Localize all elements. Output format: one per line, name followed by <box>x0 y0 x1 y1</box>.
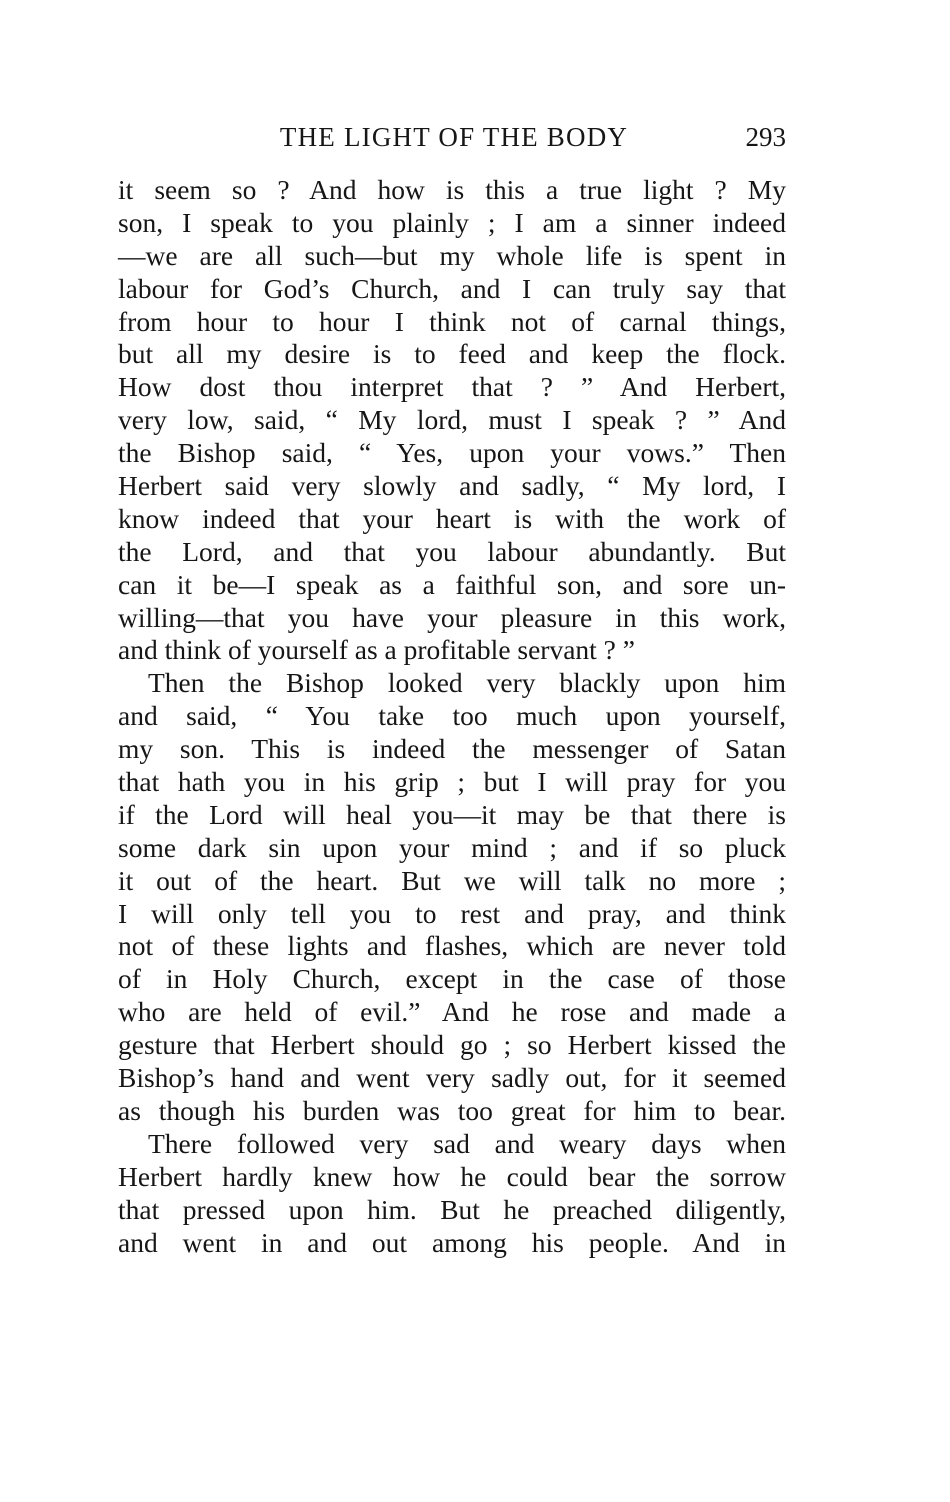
text-line: it out of the heart. But we will talk no more ; <box>118 864 786 896</box>
text-line: not of these lights and flashes, which are never told <box>118 930 786 962</box>
text-line: that pressed upon him. But he preached diligently, <box>118 1193 786 1225</box>
text-line: and think of yourself as a profitable servant ? ” <box>118 634 635 666</box>
text-line: willing—that you have your pleasure in this work, <box>118 601 786 633</box>
text-line: Herbert hardly knew how he could bear the sorrow <box>118 1160 786 1192</box>
page-number: 293 <box>745 122 786 152</box>
text-line: and went in and out among his people. And in <box>118 1226 786 1258</box>
text-line: but all my desire is to feed and keep the flock. <box>118 338 786 370</box>
text-line: the Lord, and that you labour abundantly. But <box>118 535 786 567</box>
text-line: There followed very sad and weary days when <box>148 1127 786 1159</box>
text-line: the Bishop said, “ Yes, upon your vows.” Then <box>118 437 786 469</box>
text-line: my son. This is indeed the messenger of Satan <box>118 733 786 765</box>
text-line: How dost thou interpret that ? ” And Herbert, <box>118 371 786 403</box>
text-line: Then the Bishop looked very blackly upon him <box>148 667 786 699</box>
text-line: some dark sin upon your mind ; and if so pluck <box>118 831 786 863</box>
text-line: that hath you in his grip ; but I will pray for you <box>118 766 786 798</box>
text-line: son, I speak to you plainly ; I am a sinner indeed <box>118 206 786 238</box>
text-line: can it be—I speak as a faithful son, and sore un- <box>118 568 786 600</box>
text-line: of in Holy Church, except in the case of those <box>118 963 786 995</box>
text-line: it seem so ? And how is this a true light ? My <box>118 174 786 205</box>
text-line: labour for God’s Church, and I can truly say that <box>118 272 786 304</box>
text-line: I will only tell you to rest and pray, and think <box>118 897 786 929</box>
text-line: if the Lord will heal you—it may be that there is <box>118 798 786 830</box>
text-line: know indeed that your heart is with the work of <box>118 502 786 534</box>
text-line: who are held of evil.” And he rose and made a <box>118 996 786 1028</box>
text-line: and said, “ You take too much upon yourself, <box>118 700 786 732</box>
body-text <box>118 174 786 1259</box>
text-line: from hour to hour I think not of carnal things, <box>118 305 786 337</box>
text-line: Herbert said very slowly and sadly, “ My lord, I <box>118 470 786 502</box>
text-line: Bishop’s hand and went very sadly out, for it seemed <box>118 1062 786 1094</box>
text-line: —we are all such—but my whole life is spent in <box>118 239 786 271</box>
text-line: gesture that Herbert should go ; so Herbert kissed the <box>118 1029 786 1061</box>
running-title: THE LIGHT OF THE BODY <box>279 122 629 152</box>
text-line: as though his burden was too great for him to bear. <box>118 1094 786 1126</box>
text-line: very low, said, “ My lord, must I speak ? ” And <box>118 404 786 436</box>
running-head <box>118 120 786 154</box>
